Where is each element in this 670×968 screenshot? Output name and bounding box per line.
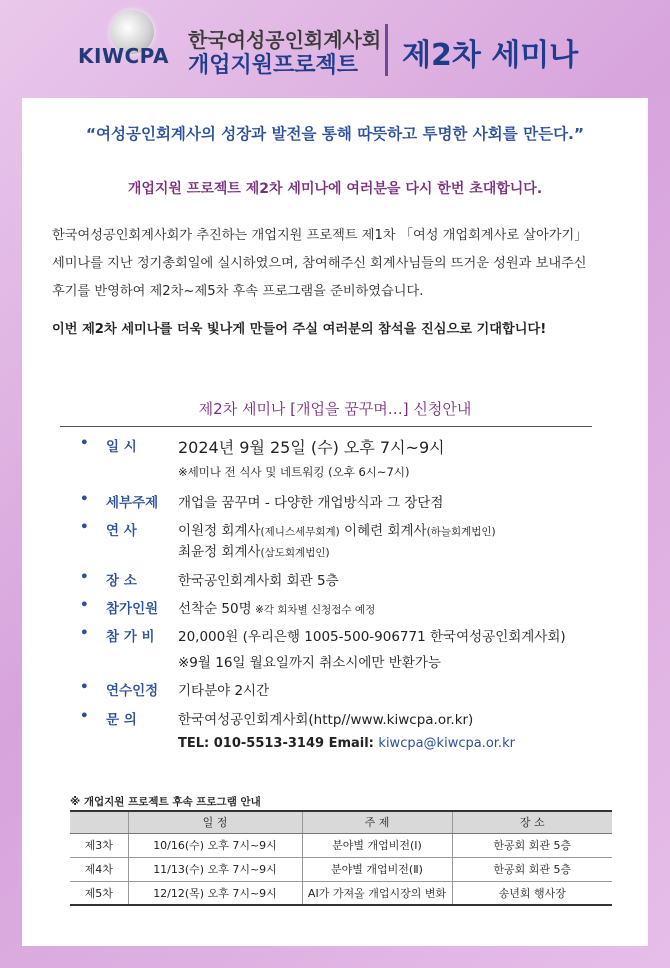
org-name: 한국여성공인회계사회 [188, 28, 382, 52]
bullet-icon: • [80, 569, 89, 585]
header-divider [385, 24, 388, 76]
bullet-icon: • [80, 491, 89, 507]
speaker-firm: (제니스세무회계) [260, 526, 340, 538]
topic-value: 개업을 꿈꾸며 - 다양한 개업방식과 그 장단점 [178, 495, 444, 511]
capacity-text: 선착순 50명 [178, 601, 252, 617]
table-header: 일 정 [128, 811, 302, 833]
intro-line: 세미나를 지난 정기총회일에 실시하였으며, 참여해주신 회계사님들의 뜨거운 성원과 보내주신 [52, 256, 587, 271]
place-value: 한국공인회계사회 회관 5층 [178, 573, 339, 589]
speaker-name: 최윤정 회계사 [178, 544, 261, 560]
intro-paragraph [52, 222, 622, 306]
invitation-heading: 개업지원 프로젝트 제2차 세미나에 여러분을 다시 한번 초대합니다. [127, 181, 543, 197]
speaker-line-1 [178, 519, 496, 539]
table-header: 장 소 [452, 811, 612, 833]
project-name: 개업지원프로젝트 [188, 53, 359, 78]
slogan: “여성공인회계사의 성장과 발전을 통해 따뜻하고 투명한 사회를 만든다.” [85, 125, 585, 143]
speaker-firm: (삼도회계법인) [260, 547, 330, 559]
info-label: 참 가 비 [106, 629, 155, 645]
table-row [70, 833, 612, 857]
table-row [70, 857, 612, 881]
bullet-icon: • [80, 435, 89, 451]
application-title: 제2차 세미나 [개업을 꿈꾸며…] 신청안내 [198, 400, 472, 418]
fee-value: 20,000원 (우리은행 1005-500-906771 한국여성공인회계사회) [178, 629, 566, 645]
info-label: 장 소 [106, 573, 137, 589]
table-cell: 송년회 행사장 [452, 881, 612, 905]
table-cell: 10/16(수) 오후 7시~9시 [128, 833, 302, 857]
info-label: 세부주제 [106, 495, 159, 511]
bullet-icon: • [80, 625, 89, 641]
info-label: 참가인원 [106, 601, 159, 617]
program-note: ※ 개업지원 프로젝트 후속 프로그램 안내 [70, 796, 261, 808]
seminar-title: 제2차 세미나 [402, 38, 579, 73]
capacity-note: ※각 회차별 신청접수 예정 [251, 604, 376, 616]
bullet-icon: • [80, 597, 89, 613]
info-label: 연수인정 [106, 683, 159, 699]
table-cell: 제5차 [70, 881, 128, 905]
date-note: ※세미나 전 식사 및 네트워킹 (오후 6시~7시) [178, 465, 410, 479]
speaker-line-2 [178, 540, 330, 560]
table-cell: 제4차 [70, 857, 128, 881]
table-row [70, 881, 612, 905]
table-cell: 분야별 개업비전(Ⅱ) [302, 857, 452, 881]
table-cell: 한공회 회관 5층 [452, 857, 612, 881]
info-label: 일 시 [106, 439, 137, 455]
header [0, 0, 670, 92]
bullet-icon: • [80, 679, 89, 695]
contact-line [178, 736, 515, 751]
closing-statement: 이번 제2차 세미나를 더욱 빛나게 만들어 주실 여러분의 참석을 진심으로 기대합니다! [52, 322, 547, 337]
bullet-icon: • [80, 519, 89, 535]
table-cell: AI가 가져올 개업시장의 변화 [302, 881, 452, 905]
speaker-name: 이원정 회계사 [178, 523, 261, 539]
table-cell: 한공회 회관 5층 [452, 833, 612, 857]
date-value: 2024년 9월 25일 (수) 오후 7시~9시 [178, 438, 445, 457]
table-cell: 분야별 개업비전(Ⅰ) [302, 833, 452, 857]
inquiry-value: 한국여성공인회계사회(http//www.kiwcpa.or.kr) [178, 712, 474, 728]
title-underline [60, 426, 592, 427]
table-cell: 12/12(목) 오후 7시~9시 [128, 881, 302, 905]
table-header: 주 제 [302, 811, 452, 833]
capacity-value [178, 597, 375, 617]
tel-text: TEL: 010-5513-3149 Email: [178, 736, 379, 751]
table-cell: 제3차 [70, 833, 128, 857]
table-header-row [70, 811, 612, 833]
table-header [70, 811, 128, 833]
program-table [70, 810, 612, 906]
info-label: 문 의 [106, 712, 137, 728]
intro-line: 후기를 반영하여 제2차~제5차 후속 프로그램을 준비하였습니다. [52, 284, 424, 299]
credit-value: 기타분야 2시간 [178, 683, 270, 699]
content-panel [22, 98, 648, 946]
email-link[interactable]: kiwcpa@kiwcpa.or.kr [378, 736, 515, 751]
table-cell: 11/13(수) 오후 7시~9시 [128, 857, 302, 881]
fee-note: ※9월 16일 월요일까지 취소시에만 반환가능 [178, 655, 441, 671]
logo-text: KIWCPA [78, 44, 169, 68]
intro-line: 한국여성공인회계사회가 추진하는 개업지원 프로젝트 제1차 「여성 개업회계사로 살아가기」 [52, 228, 588, 243]
speaker-firm: (하늘회계법인) [426, 526, 496, 538]
speaker-name: 이혜련 회계사 [339, 523, 427, 539]
info-label: 연 사 [106, 523, 137, 539]
bullet-icon: • [80, 708, 89, 724]
